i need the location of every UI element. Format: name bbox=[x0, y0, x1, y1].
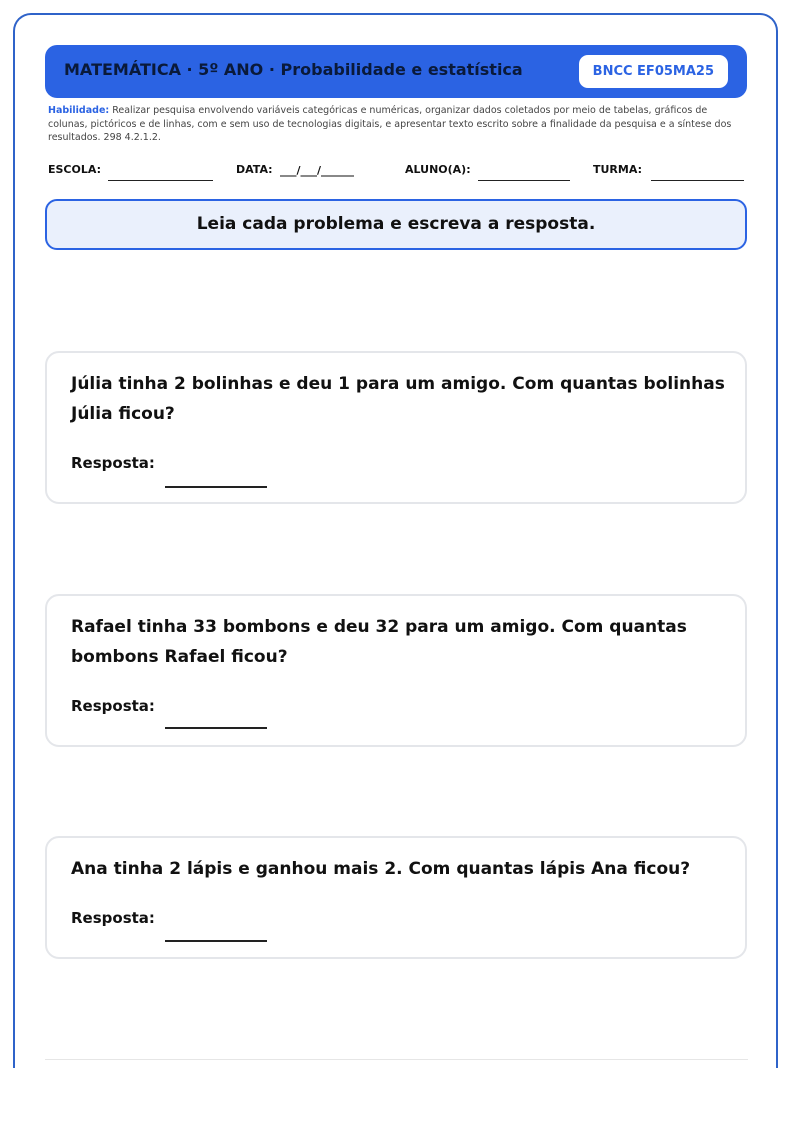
aluno-label: ALUNO(A): bbox=[405, 163, 471, 176]
instruction-box: Leia cada problema e escreva a resposta. bbox=[45, 199, 747, 250]
turma-field[interactable] bbox=[651, 180, 744, 181]
answer-field[interactable] bbox=[165, 940, 267, 942]
answer-label: Resposta: bbox=[71, 454, 155, 472]
habilidade-description bbox=[48, 104, 748, 145]
problem-card-1 bbox=[45, 351, 747, 504]
problem-card-3 bbox=[45, 836, 747, 959]
footer-divider bbox=[45, 1059, 748, 1060]
escola-label: ESCOLA: bbox=[48, 163, 101, 176]
student-info-row bbox=[0, 163, 791, 183]
habilidade-label: Habilidade: bbox=[48, 105, 110, 116]
data-label: DATA: bbox=[236, 163, 273, 176]
habilidade-text: Realizar pesquisa envolvendo variáveis categóricas e numéricas, organizar dados coletados por meio de tabelas, gráficos de colunas, pictóricos e de linhas, com e sem uso de tecnologias digitais, e apresentar texto escrito sobre a finalidade da pesquisa e a síntese dos resultados. 298 4.2.1.2. bbox=[48, 105, 732, 143]
problem-text: Júlia tinha 2 bolinhas e deu 1 para um amigo. Com quantas bolinhas Júlia ficou? bbox=[71, 374, 725, 424]
data-field[interactable]: ___/___/______ bbox=[280, 164, 355, 177]
bncc-badge: BNCC EF05MA25 bbox=[579, 55, 728, 88]
aluno-field[interactable] bbox=[478, 180, 570, 181]
turma-label: TURMA: bbox=[593, 163, 642, 176]
page-bottom bbox=[0, 1068, 791, 1131]
answer-field[interactable] bbox=[165, 727, 267, 729]
answer-label: Resposta: bbox=[71, 697, 155, 715]
problem-card-2 bbox=[45, 594, 747, 747]
answer-label: Resposta: bbox=[71, 909, 155, 927]
problem-text: Ana tinha 2 lápis e ganhou mais 2. Com quantas lápis Ana ficou? bbox=[71, 859, 691, 879]
answer-field[interactable] bbox=[165, 486, 267, 488]
worksheet-title: MATEMÁTICA · 5º ANO · Probabilidade e estatística bbox=[64, 60, 523, 79]
problem-text: Rafael tinha 33 bombons e deu 32 para um amigo. Com quantas bombons Rafael ficou? bbox=[71, 617, 687, 667]
header-bar bbox=[45, 45, 747, 98]
escola-field[interactable] bbox=[108, 180, 213, 181]
